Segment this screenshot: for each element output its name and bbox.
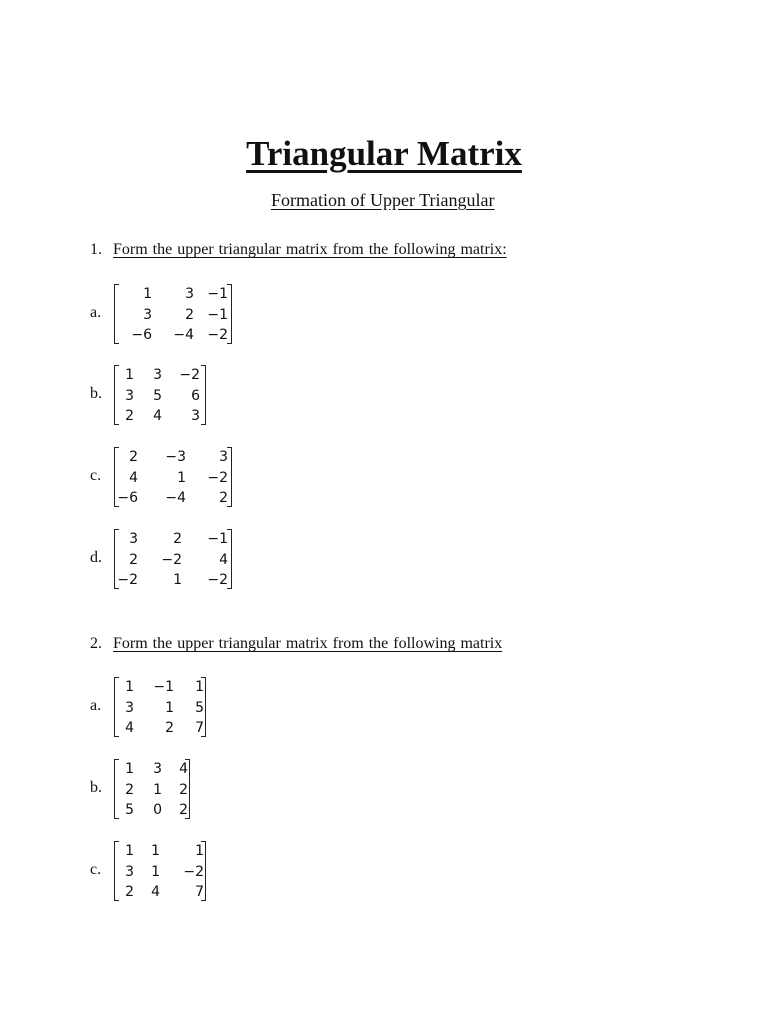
matrix-cell: 1 bbox=[125, 761, 134, 777]
matrix-cell: −2 bbox=[207, 469, 228, 486]
matrix-cell: −1 bbox=[207, 531, 228, 547]
matrix-cell: 2 bbox=[185, 306, 194, 323]
matrix-cell: 1 bbox=[151, 843, 160, 859]
matrix-cell: −2 bbox=[183, 863, 204, 880]
right-bracket-icon bbox=[227, 447, 232, 507]
question-1 bbox=[90, 240, 507, 260]
matrix-cell: −2 bbox=[161, 551, 182, 568]
matrix bbox=[114, 365, 206, 425]
question-text: Form the upper triangular matrix from the following matrix bbox=[113, 635, 503, 652]
matrix-cell: −2 bbox=[207, 572, 228, 588]
matrix-cell: 1 bbox=[125, 843, 134, 859]
matrix-cell: −4 bbox=[165, 490, 186, 506]
matrix bbox=[114, 677, 206, 737]
matrix-cell: 2 bbox=[173, 531, 182, 547]
matrix-cell: 2 bbox=[129, 551, 138, 568]
matrix-cell: 2 bbox=[129, 449, 138, 465]
matrix bbox=[114, 529, 232, 589]
item-label: b. bbox=[90, 385, 102, 402]
matrix-cell: 1 bbox=[173, 572, 182, 588]
matrix-cell: −2 bbox=[117, 572, 138, 588]
question-number: 2. bbox=[90, 635, 102, 652]
matrix-cell: 3 bbox=[153, 761, 162, 777]
matrix-cell: −4 bbox=[173, 327, 194, 343]
matrix-cell: 7 bbox=[195, 720, 204, 736]
item-label: a. bbox=[90, 697, 102, 714]
matrix-cell: 4 bbox=[151, 884, 160, 900]
matrix-cell: 1 bbox=[165, 699, 174, 716]
matrix-cell: 4 bbox=[179, 761, 188, 777]
question-2 bbox=[90, 634, 502, 654]
matrix-cell: 1 bbox=[195, 679, 204, 695]
matrix-cell: −2 bbox=[179, 367, 200, 383]
matrix-cell: 3 bbox=[125, 863, 134, 880]
right-bracket-icon bbox=[201, 841, 206, 901]
matrix-cell: 4 bbox=[129, 469, 138, 486]
matrix-cell: 4 bbox=[219, 551, 228, 568]
matrix-cell: 1 bbox=[143, 286, 152, 302]
matrix-cell: 7 bbox=[195, 884, 204, 900]
item-label: d. bbox=[90, 549, 102, 566]
matrix-cell: 2 bbox=[179, 781, 188, 798]
item-label: c. bbox=[90, 861, 102, 878]
right-bracket-icon bbox=[185, 759, 190, 819]
item-label: c. bbox=[90, 467, 102, 484]
matrix-cell: 2 bbox=[125, 408, 134, 424]
matrix-cell: −1 bbox=[207, 306, 228, 323]
matrix bbox=[114, 759, 190, 819]
matrix-cell: 5 bbox=[125, 802, 134, 818]
matrix-cell: 2 bbox=[165, 720, 174, 736]
matrix-cell: 1 bbox=[195, 843, 204, 859]
matrix-cell: 2 bbox=[125, 884, 134, 900]
matrix-cell: 3 bbox=[143, 306, 152, 323]
matrix bbox=[114, 841, 206, 901]
matrix-cell: 1 bbox=[125, 367, 134, 383]
right-bracket-icon bbox=[201, 677, 206, 737]
matrix-cell: 3 bbox=[191, 408, 200, 424]
matrix-cell: 1 bbox=[151, 863, 160, 880]
question-text: Form the upper triangular matrix from the following matrix: bbox=[113, 241, 507, 258]
matrix-cell: 6 bbox=[191, 387, 200, 404]
matrix bbox=[114, 284, 232, 344]
matrix-cell: −3 bbox=[165, 449, 186, 465]
question-number: 1. bbox=[90, 241, 102, 258]
matrix-cell: 5 bbox=[195, 699, 204, 716]
matrix-cell: 3 bbox=[153, 367, 162, 383]
item-label: a. bbox=[90, 304, 102, 321]
right-bracket-icon bbox=[227, 529, 232, 589]
right-bracket-icon bbox=[201, 365, 206, 425]
matrix-cell: −1 bbox=[207, 286, 228, 302]
matrix-cell: 3 bbox=[129, 531, 138, 547]
item-label: b. bbox=[90, 779, 102, 796]
page-title: Triangular Matrix bbox=[246, 134, 522, 173]
matrix-cell: −2 bbox=[207, 327, 228, 343]
matrix-cell: 1 bbox=[177, 469, 186, 486]
matrix-cell: 4 bbox=[153, 408, 162, 424]
matrix-cell: 2 bbox=[179, 802, 188, 818]
matrix-cell: 5 bbox=[153, 387, 162, 404]
matrix-cell: 1 bbox=[153, 781, 162, 798]
matrix-cell: 2 bbox=[219, 490, 228, 506]
page-subtitle: Formation of Upper Triangular bbox=[271, 190, 495, 210]
right-bracket-icon bbox=[227, 284, 232, 344]
matrix-cell: −1 bbox=[153, 679, 174, 695]
matrix-cell: 3 bbox=[219, 449, 228, 465]
matrix-cell: 3 bbox=[125, 699, 134, 716]
matrix-cell: 0 bbox=[153, 802, 162, 818]
matrix bbox=[114, 447, 232, 507]
matrix-cell: 2 bbox=[125, 781, 134, 798]
matrix-cell: −6 bbox=[131, 327, 152, 343]
matrix-cell: 3 bbox=[185, 286, 194, 302]
matrix-cell: −6 bbox=[117, 490, 138, 506]
matrix-cell: 4 bbox=[125, 720, 134, 736]
matrix-cell: 1 bbox=[125, 679, 134, 695]
matrix-cell: 3 bbox=[125, 387, 134, 404]
